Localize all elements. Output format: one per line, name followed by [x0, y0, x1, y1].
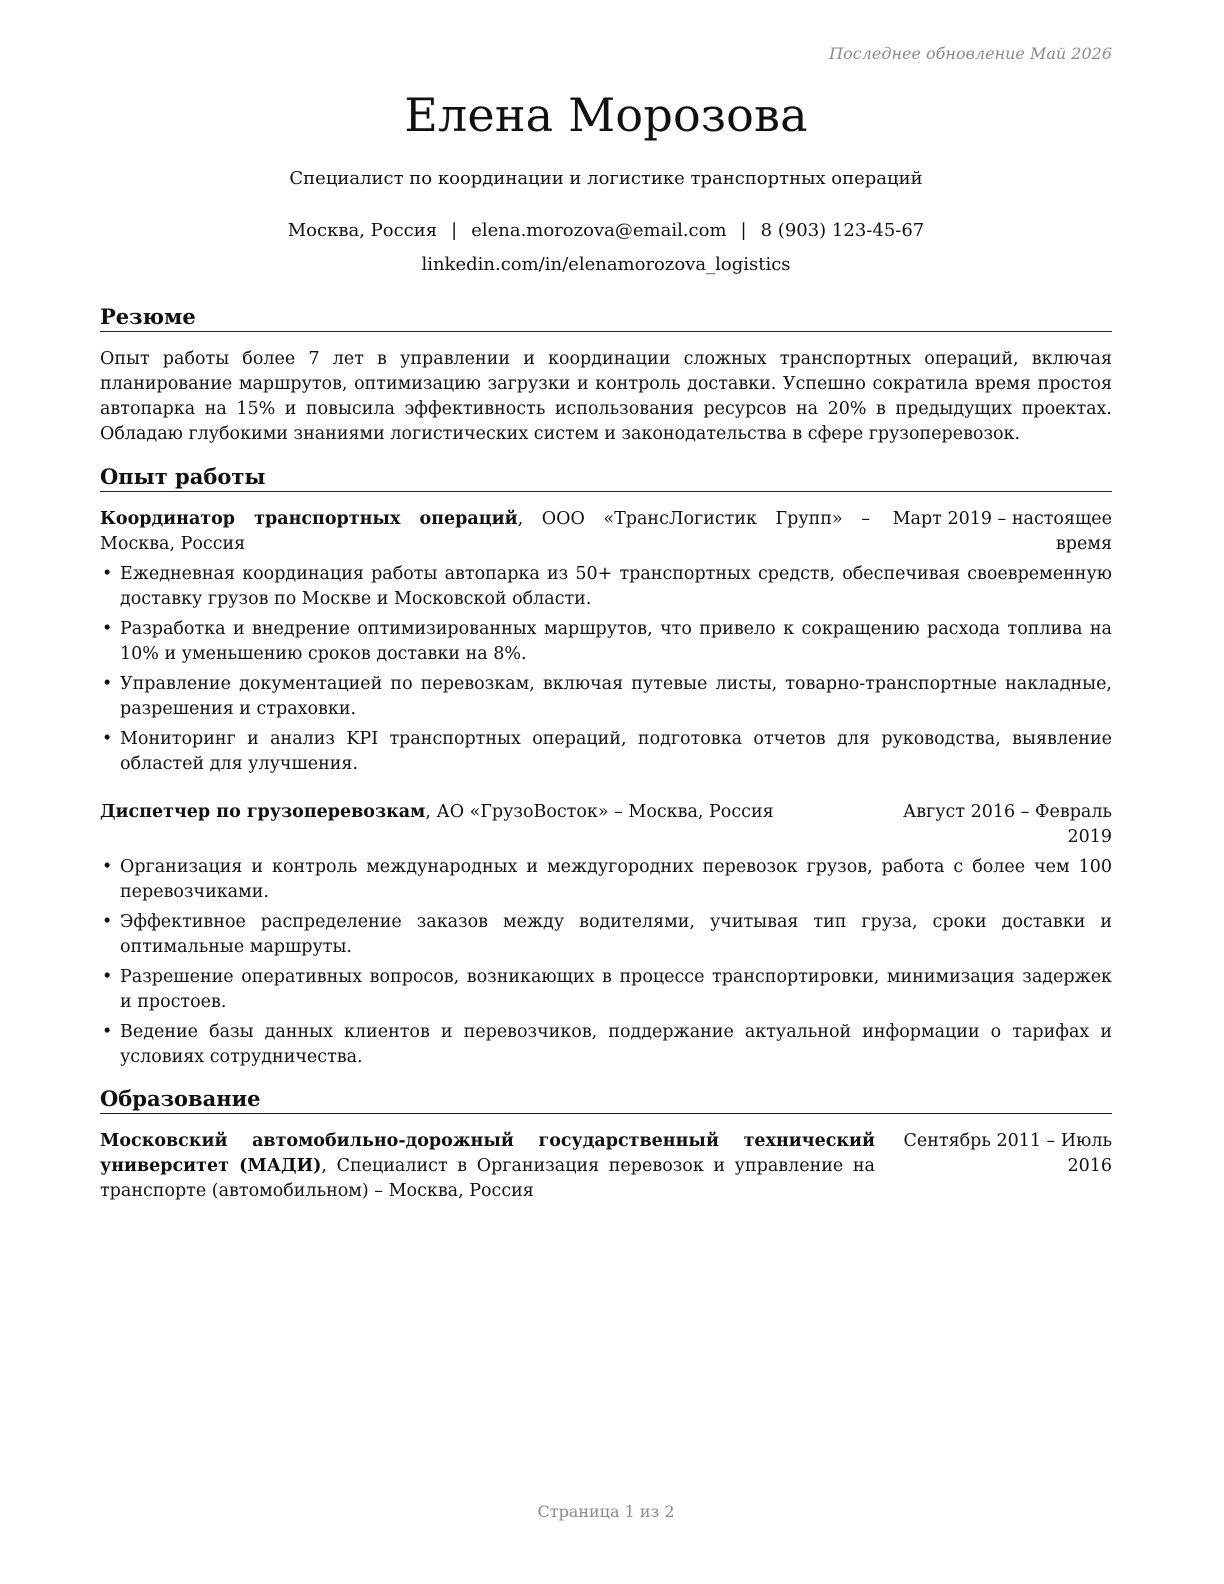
- contact-phone: 8 (903) 123-45-67: [760, 220, 925, 241]
- list-item: • Управление документацией по перевозкам, включая путевые листы, товарно-транспортные накладные, разрешения и страховки.: [102, 674, 1112, 719]
- section-title-education: Образование: [100, 1086, 1112, 1114]
- job-bullets: [100, 855, 1112, 1070]
- bullet-icon: •: [102, 729, 113, 749]
- last-updated-note: Последнее обновление Май 2026: [829, 44, 1112, 63]
- list-item: • Разрешение оперативных вопросов, возникающих в процессе транспортировки, минимизация задержек и простоев.: [102, 967, 1112, 1012]
- education-details: , Специалист в Организация перевозок и управление на транспорте (автомобильном) – Москва, Россия: [100, 1156, 875, 1201]
- job-company: , АО «ГрузоВосток» – Москва, Россия: [425, 802, 774, 822]
- list-item: • Разработка и внедрение оптимизированных маршрутов, что привело к сокращению расхода топлива на 10% и уменьшению сроков доставки на 8%.: [102, 619, 1112, 664]
- bullet-icon: •: [102, 674, 113, 694]
- job-entry: [100, 800, 1112, 1075]
- bullet-icon: •: [102, 619, 113, 639]
- education-entry: [100, 1129, 1112, 1204]
- job-entry: [100, 507, 1112, 782]
- contact-separator: |: [740, 220, 747, 241]
- bullet-icon: •: [102, 564, 113, 584]
- education-title-line: [100, 1129, 875, 1204]
- contact-line: [100, 220, 1112, 241]
- job-position: Диспетчер по грузоперевозкам: [100, 802, 426, 822]
- page-number: Страница 1 из 2: [537, 1502, 675, 1521]
- bullet-icon: •: [102, 912, 113, 932]
- job-title-line: [100, 800, 860, 825]
- education-dates: Сентябрь 2011 – Июль 2016: [903, 1131, 1112, 1176]
- candidate-name: Елена Морозова: [404, 88, 808, 142]
- job-header: [100, 800, 1112, 850]
- bullet-icon: •: [102, 967, 113, 987]
- summary-text: Опыт работы более 7 лет в управлении и координации сложных транспортных операций, включая планирование маршрутов, оптимизацию загрузки и контроль доставки. Успешно сократила время простоя автопарка на 15% и повысила эффективность использования ресурсов на 20% в предыдущих проектах. Обладаю глубокими знаниями логистических систем и законодательства в сфере грузоперевозок.: [100, 349, 1112, 444]
- list-item: • Мониторинг и анализ KPI транспортных операций, подготовка отчетов для руководства, выявление областей для улучшения.: [102, 729, 1112, 774]
- contact-separator: |: [451, 220, 458, 241]
- job-title-line: [100, 507, 870, 557]
- job-company: , ООО «ТрансЛогистик Групп» – Москва, Россия: [100, 509, 870, 554]
- list-item: • Организация и контроль международных и междугородних перевозок грузов, работа с более чем 100 перевозчиками.: [102, 857, 1112, 902]
- list-item: • Эффективное распределение заказов между водителями, учитывая тип груза, сроки доставки и оптимальные маршруты.: [102, 912, 1112, 957]
- job-header: [100, 507, 1112, 557]
- education-institution: Московский автомобильно-дорожный государственный технический университет (МАДИ): [100, 1131, 875, 1176]
- job-position: Координатор транспортных операций: [100, 509, 518, 529]
- bullet-icon: •: [102, 1022, 113, 1042]
- job-dates: Март 2019 – настоящее время: [892, 509, 1112, 554]
- job-dates: Август 2016 – Февраль 2019: [902, 802, 1112, 847]
- section-title-summary: Резюме: [100, 304, 1112, 332]
- candidate-subtitle: Специалист по координации и логистике транспортных операций: [289, 168, 923, 189]
- resume-page: [100, 0, 1112, 1584]
- list-item: • Ежедневная координация работы автопарка из 50+ транспортных средств, обеспечивая своевременную доставку грузов по Москве и Московской области.: [102, 564, 1112, 609]
- list-item: • Ведение базы данных клиентов и перевозчиков, поддержание актуальной информации о тарифах и условиях сотрудничества.: [102, 1022, 1112, 1067]
- contact-location: Москва, Россия: [287, 220, 438, 241]
- section-title-experience: Опыт работы: [100, 464, 1112, 492]
- bullet-icon: •: [102, 857, 113, 877]
- education-header: [100, 1129, 1112, 1204]
- contact-email[interactable]: elena.morozova@email.com: [471, 220, 727, 241]
- job-bullets: [100, 562, 1112, 777]
- contact-linkedin[interactable]: linkedin.com/in/elenamorozova_logistics: [421, 254, 791, 275]
